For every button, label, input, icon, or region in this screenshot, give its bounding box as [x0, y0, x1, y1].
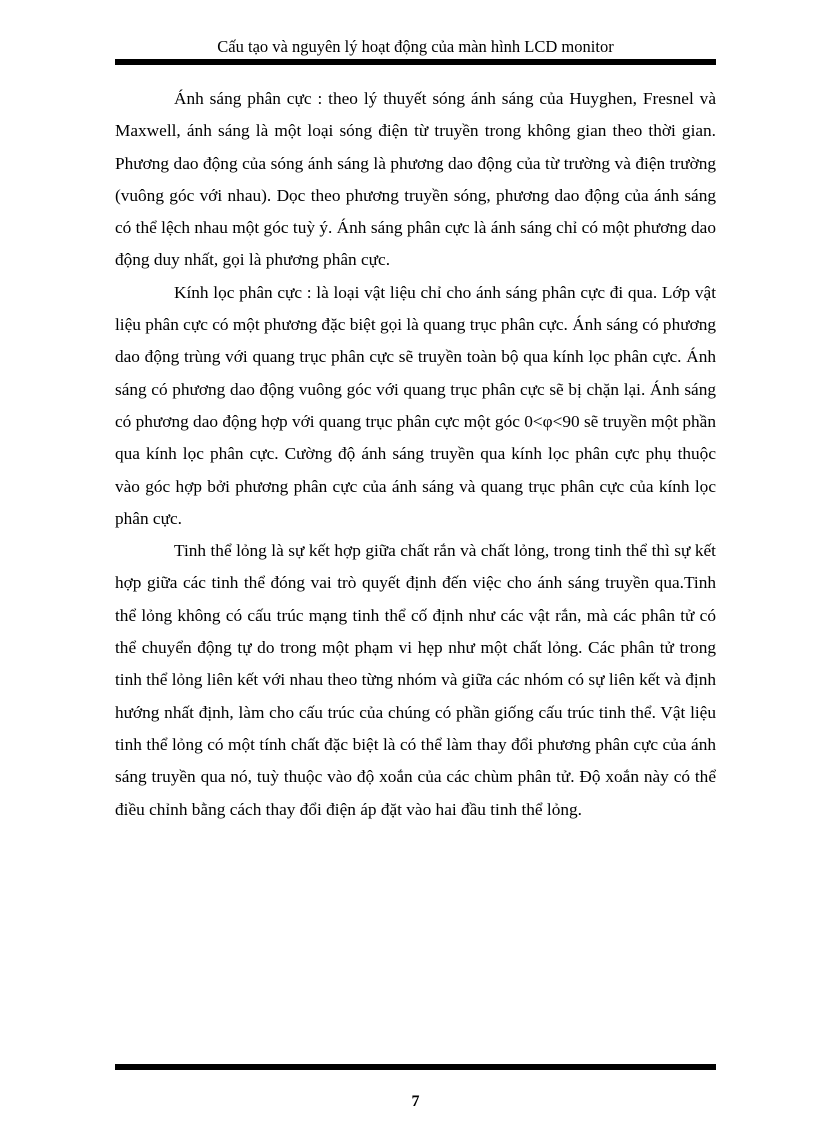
paragraph-polarizing-filter: Kính lọc phân cực : là loại vật liệu chỉ cho ánh sáng phân cực đi qua. Lớp vật liệu phân cực có một phương đặc biệt gọi là quang trục phân cực. Ánh sáng có phương dao động trùng với quang trục phân cực sẽ truyền toàn bộ qua kính lọc phân cực. Ánh sáng có phương dao động vuông góc với quang trục phân cực sẽ bị chặn lại. Ánh sáng có phương dao động hợp với quang trục phân cực một góc 0<φ<90 sẽ truyền một phần qua kính lọc phân cực. Cường độ ánh sáng truyền qua kính lọc phân cực phụ thuộc vào góc hợp bởi phương phân cực của ánh sáng và quang trục phân cực của kính lọc phân cực.	[115, 282, 716, 528]
header-rule	[115, 59, 716, 65]
page-number: 7	[411, 1093, 420, 1110]
paragraph-liquid-crystal: Tinh thể lỏng là sự kết hợp giữa chất rắn và chất lỏng, trong tinh thể thì sự kết hợp giữa các tinh thể đóng vai trò quyết định đến việc cho ánh sáng truyền qua.Tinh thể lỏng không có cấu trúc mạng tinh thể cố định như các vật rắn, mà các phân tử có thể chuyển động tự do trong một phạm vi hẹp như một chất lỏng. Các phân tử trong tinh thể lỏng liên kết với nhau theo từng nhóm và giữa các nhóm có sự liên kết và định hướng nhất định, làm cho cấu trúc của chúng có phần giống cấu trúc tinh thể. Vật liệu tinh thể lỏng có một tính chất đặc biệt là có thể làm thay đổi phương phân cực của ánh sáng truyền qua nó, tuỳ thuộc vào độ xoắn của các chùm phân tử. Độ xoắn này có thể điều chỉnh bằng cách thay đổi điện áp đặt vào hai đầu tinh thể lỏng.	[115, 541, 716, 819]
footer-rule	[115, 1064, 716, 1070]
document-body	[115, 83, 716, 826]
paragraph-polarized-light: Ánh sáng phân cực : theo lý thuyết sóng ánh sáng của Huyghen, Fresnel và Maxwell, ánh sáng là một loại sóng điện từ truyền trong không gian theo thời gian. Phương dao động của sóng ánh sáng là phương dao động của từ trường và điện trường (vuông góc với nhau). Dọc theo phương truyền sóng, phương dao động của ánh sáng có thể lệch nhau một góc tuỳ ý. Ánh sáng phân cực là ánh sáng chỉ có một phương dao động duy nhất, gọi là phương phân cực.	[115, 89, 716, 270]
page-header-title: Cấu tạo và nguyên lý hoạt động của màn hình LCD monitor	[217, 37, 614, 56]
